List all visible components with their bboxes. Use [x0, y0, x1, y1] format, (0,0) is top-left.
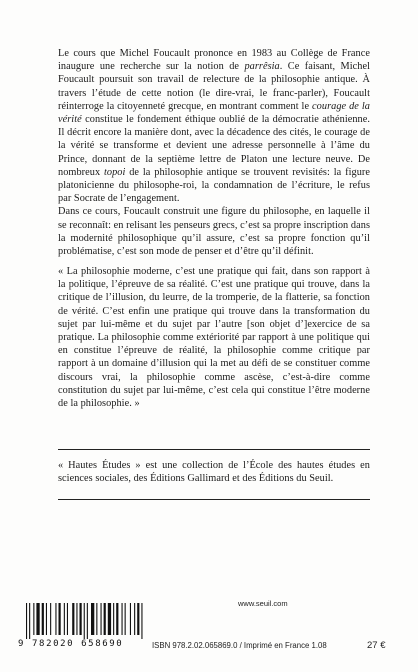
text-run: constitue le fondement éthique oublié de la démocratie athénienne. Il décrit encore la manière dont, avec la décadence des cités, le courage de la vérité se transforme et devient une adresse personnelle à l’âme du Prince, donnant de la septième lettre de Platon une lecture neuve. De nombreux: [58, 114, 370, 178]
barcode-bar: [87, 603, 88, 639]
barcode-bar: [59, 603, 61, 635]
barcode-bar: [108, 603, 111, 635]
publisher-website: www.seuil.com: [238, 599, 288, 608]
divider-top: [58, 449, 370, 450]
text-run: Le cours que Michel Foucault prononce en 1983 au Collège de France inaugure une recherche sur la notion de: [58, 48, 370, 73]
barcode-bar: [55, 603, 56, 635]
barcode-bar: [76, 603, 77, 635]
barcode-bars-icon: [24, 603, 154, 641]
barcode-bar: [42, 603, 44, 635]
price: 27 €: [367, 640, 386, 651]
italic-term: courage de la vérité: [58, 100, 370, 126]
barcode-bar: [46, 603, 47, 635]
barcode-bar: [113, 603, 114, 635]
barcode-bar: [104, 603, 106, 635]
barcode-bar: [72, 603, 74, 635]
blurb-paragraph-2: Dans ce cours, Foucault construit une figure du philosophe, en laquelle il se reconnaît: en relisant les penseurs grecs, c’est sa propre inscription dans la modernité philosophique qu’il assure, c’est sa propre fonction qu’il problématise, c’est son mode de penser et d’être qu’il définit.: [58, 206, 370, 258]
text-run: de la philosophie antique se trouvent revisités: la figure platonicienne du philosophe-roi, la condamnation de l’écriture, le refus par Socrate de l’engagement.: [58, 166, 370, 205]
barcode-bar: [36, 603, 39, 635]
barcode-bar: [33, 603, 34, 635]
barcode-bar: [130, 603, 131, 635]
barcode-bar: [122, 603, 123, 635]
barcode-bar: [64, 603, 65, 635]
barcode-bar: [26, 603, 27, 639]
blurb-paragraph-1: [58, 47, 370, 205]
isbn-line: ISBN 978.2.02.065869.0 / Imprimé en France 1.08: [152, 641, 327, 650]
barcode-bar: [29, 603, 30, 639]
text-run: . Ce faisant, Michel Foucault poursuit son travail de relecture de la philosophie antique. À travers l’étude de cette notion (le dire-vrai, le franc-parler), Foucault réinterroge la citoyenneté grecque, en montrant comment le: [58, 61, 371, 112]
italic-term: parrêsia: [244, 61, 280, 73]
barcode-number: 9 782020 658690: [18, 639, 124, 649]
barcode-bar: [96, 603, 97, 635]
barcode-bar: [134, 603, 135, 635]
barcode-bar: [125, 603, 126, 635]
barcode-bar: [137, 603, 139, 635]
barcode-bar: [141, 603, 142, 639]
divider-bottom: [58, 499, 370, 500]
italic-term: topoi: [103, 166, 126, 178]
barcode-bar: [50, 603, 51, 635]
barcode-bar: [91, 603, 94, 635]
barcode-bar: [80, 603, 82, 635]
barcode-bar: [101, 603, 102, 635]
collection-note: « Hautes Études » est une collection de l’École des hautes études en sciences sociales, des Éditions Gallimard et des Éditions du Seuil.: [58, 460, 370, 485]
barcode-bar: [116, 603, 118, 635]
foucault-quotation: « La philosophie moderne, c’est une pratique qui fait, dans son rapport à la politique, l’épreuve de sa réalité. C’est une pratique qui trouve, dans la critique de l’illusion, du leurre, de la tromperie, de la flatterie, sa fonction de vérité. C’est enfin une pratique qui trouve dans la transformation du sujet par lui-même et du sujet par l’autre [son objet d’]exercice de sa pratique. La philosophie comme extériorité par rapport à une politique qui en constitue l’épreuve de réalité, la philosophie comme critique par rapport à un domaine d’illusion qui la met au défi de se constituer comme discours vrai, la philosophie comme ascèse, c’est-à-dire comme constitution du sujet par lui-même, c’est cela qui constitue l’être moderne de la philosophie. »: [58, 266, 370, 410]
barcode-bar: [67, 603, 68, 635]
blurb-section: [58, 47, 370, 258]
barcode-bar: [84, 603, 85, 639]
